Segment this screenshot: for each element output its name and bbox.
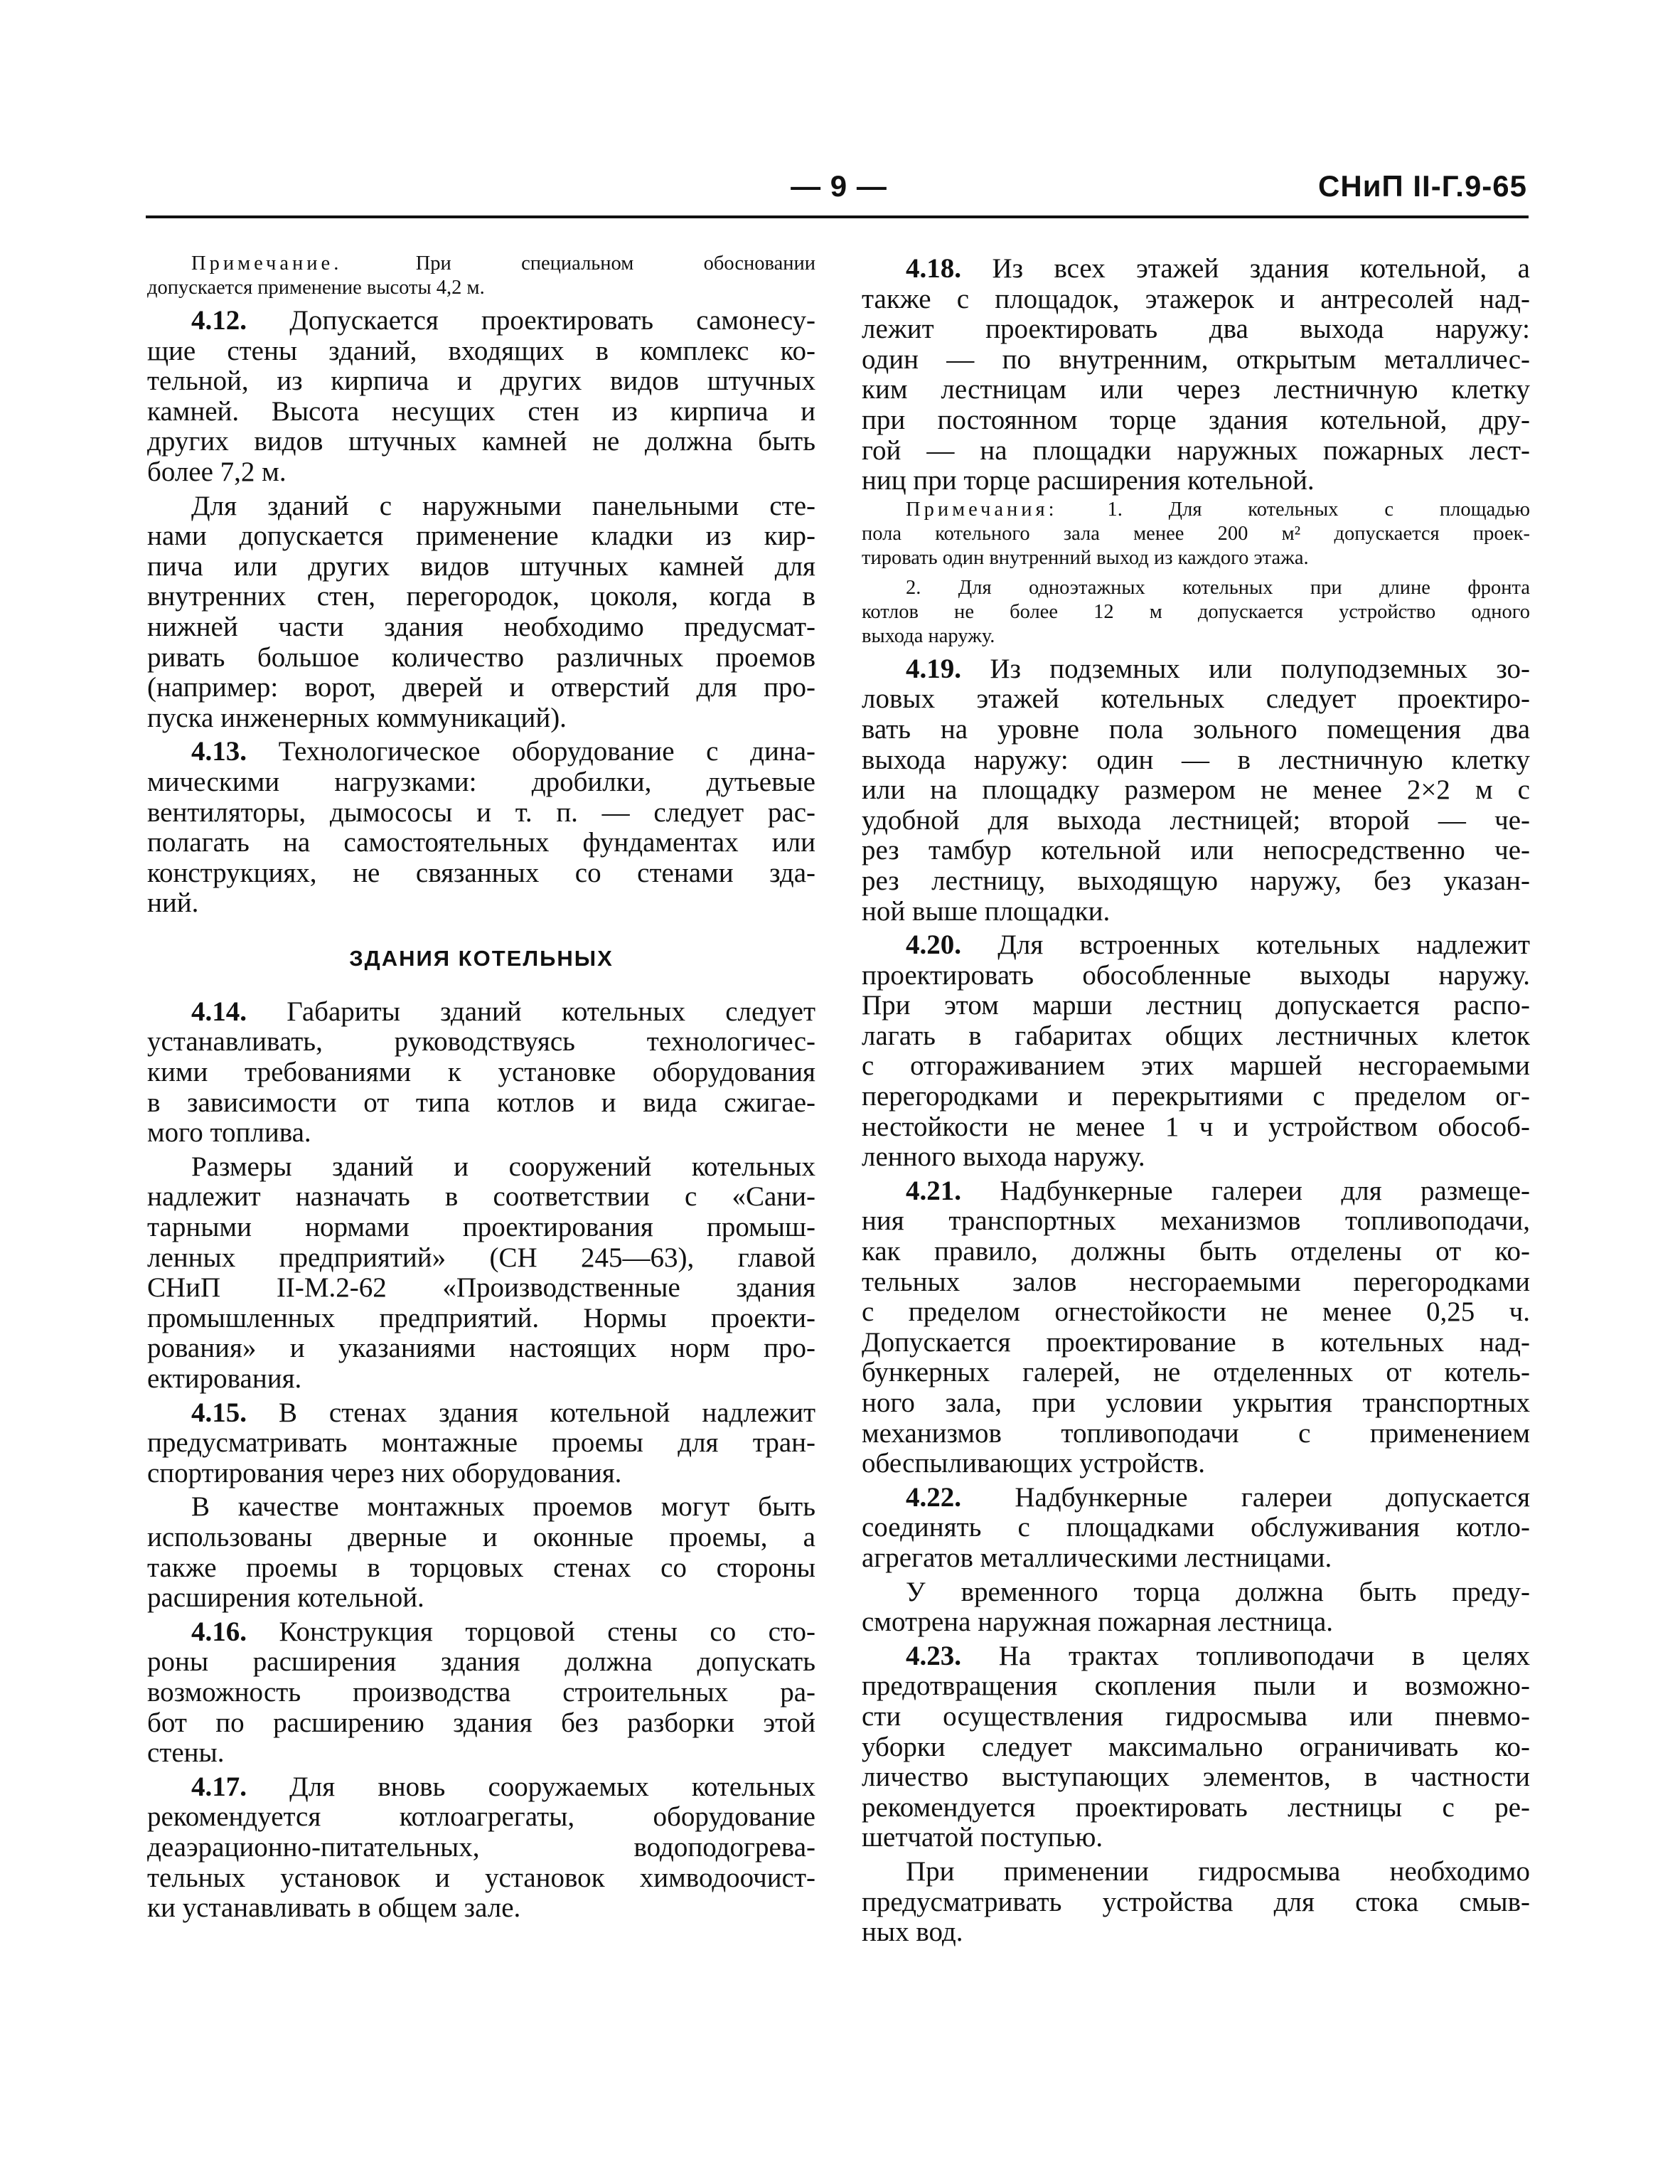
clause-number: 4.17. (191, 1771, 290, 1802)
paragraph (862, 1857, 1530, 1948)
text-line: (например: ворот, дверей и отверстий для про- (147, 672, 815, 703)
clause-number: 4.21. (906, 1175, 1000, 1206)
text-line: использованы дверные и оконные проемы, а (147, 1521, 815, 1552)
text-line: нижней части здания необходимо предусмат- (147, 611, 815, 642)
text-line: предотвращения скопления пыли и возможно- (862, 1671, 1530, 1702)
text-line: 4.18. Из всех этажей здания котельной, а (906, 253, 1530, 284)
text-line: расширения котельной. (147, 1582, 424, 1614)
header-rule (146, 215, 1529, 218)
text-line: уборки следует максимально ограничивать ко- (862, 1731, 1530, 1762)
text-line: Для зданий с наружными панельными сте- (191, 490, 815, 521)
text-line: котлов не более 12 м допускается устройство одного (862, 600, 1530, 623)
text-line: 4.15. В стенах здания котельной надлежит (191, 1397, 815, 1428)
text-line: конструкциях, не связанных со стенами зда- (147, 857, 815, 888)
text-line: механизмов топливоподачи с применением (862, 1417, 1530, 1449)
text-line: деаэрационно-питательных, водоподогрева- (147, 1831, 815, 1863)
text-line: рез лестницу, выходящую наружу, без указан- (862, 865, 1530, 896)
note-block (862, 576, 1530, 649)
page-number: — 9 — (791, 169, 887, 203)
text-line: мого топлива. (147, 1117, 311, 1149)
text-line: других видов штучных камней не должна быть (147, 426, 815, 457)
text-line: промышленных предприятий. Нормы проекти- (147, 1302, 815, 1333)
clause-number: 4.19. (906, 653, 990, 684)
text-line: 4.16. Конструкция торцовой стены со сто- (191, 1616, 815, 1647)
text-line: ний. (147, 888, 199, 919)
text-line: надлежит назначать в соответствии с «Сани- (147, 1181, 815, 1213)
text-line: с пределом огнестойкости не менее 0,25 ч. (862, 1296, 1530, 1328)
text-line: ленного выхода наружу. (862, 1141, 1145, 1173)
text-line: обеспыливающих устройств. (862, 1448, 1206, 1479)
right-column (862, 250, 1530, 1948)
text-line: бот по расширению здания без разборки этой (147, 1707, 815, 1738)
text-line: выхода наружу. (862, 624, 995, 647)
text-line: лежит проектировать два выхода наружу: (862, 314, 1530, 345)
clause-number: 4.14. (191, 996, 287, 1027)
clause-number: 4.22. (906, 1481, 1015, 1513)
text-line: предусматривать монтажные проемы для тран- (147, 1427, 815, 1459)
text-line: более 7,2 м. (147, 456, 287, 487)
note-label: Примечание. (191, 252, 416, 275)
text-line: 4.13. Технологическое оборудование с дина- (191, 736, 815, 767)
text-line: возможность производства строительных ра- (147, 1676, 815, 1708)
text-line: один — по внутренним, открытым металличес- (862, 343, 1530, 375)
text-line: рез тамбур котельной или непосредственно че- (862, 835, 1530, 866)
left-column (147, 250, 815, 1924)
text-line: 2. Для одноэтажных котельных при длине фронта (906, 576, 1530, 599)
text-line: в зависимости от типа котлов и вида сжигае- (147, 1087, 815, 1118)
text-line: при постоянном торце здания котельной, дру- (862, 404, 1530, 435)
paragraph (862, 1641, 1530, 1853)
text-line: ким лестницам или через лестничную клетку (862, 374, 1530, 405)
text-line: устанавливать, руководствуясь технологичес- (147, 1026, 815, 1058)
text-line: пола котельного зала менее 200 м² допускается проек- (862, 522, 1530, 545)
text-line: ниц при торце расширения котельной. (862, 465, 1315, 496)
note-label: Примечания: (906, 498, 1108, 521)
text-line: роны расширения здания должна допускать (147, 1646, 815, 1678)
text-line: также с площадок, этажерок и антресолей над- (862, 283, 1530, 314)
text-line: Примечания: 1. Для котельных с площадью (906, 498, 1531, 521)
text-line: ной выше площадки. (862, 895, 1111, 927)
text-line: также проемы в торцовых стенах со стороны (147, 1552, 815, 1583)
text-line: 4.20. Для встроенных котельных надлежит (906, 929, 1531, 961)
text-line: предусматривать устройства для стока смыв- (862, 1886, 1530, 1917)
paragraph (147, 1617, 815, 1769)
text-line: рекомендуется проектировать лестницы с ре- (862, 1791, 1530, 1823)
text-line: ки устанавливать в общем зале. (147, 1892, 521, 1924)
text-line: мическими нагрузками: дробилки, дутьевые (147, 766, 815, 797)
text-line: ектирования. (147, 1363, 302, 1394)
text-line: При этом марши лестниц допускается распо- (862, 990, 1530, 1021)
paragraph (147, 306, 815, 488)
text-line: ного зала, при условии укрытия транспортных (862, 1387, 1530, 1418)
text-line: 4.21. Надбункерные галереи для размеще- (906, 1175, 1531, 1206)
text-line: щие стены зданий, входящих в комплекс ко- (147, 335, 815, 366)
text-line: пича или других видов штучных камней для (147, 550, 815, 582)
paragraph (147, 997, 815, 1149)
text-line: тельных залов несгораемыми перегородками (862, 1266, 1530, 1297)
text-line: бункерных галерей, не отделенных от котель- (862, 1357, 1530, 1388)
document-code: СНиП II-Г.9-65 (1318, 169, 1527, 203)
text-line: тельной, из кирпича и других видов штучных (147, 366, 815, 397)
text-line: или на площадку размером не менее 2×2 м с (862, 774, 1530, 806)
text-line: ривать большое количество различных проемов (147, 641, 815, 673)
paragraph (862, 1176, 1530, 1479)
text-line: СНиП II-М.2-62 «Производственные здания (147, 1272, 815, 1304)
text-line: Размеры зданий и сооружений котельных (191, 1151, 815, 1182)
paragraph (862, 930, 1530, 1173)
text-line: ловых этажей котельных следует проектиро- (862, 683, 1530, 715)
text-line: шетчатой поступью. (862, 1822, 1103, 1853)
text-line: При применении гидросмыва необходимо (906, 1855, 1530, 1887)
text-line: полагать на самостоятельных фундаментах или (147, 827, 815, 858)
text-line: 4.19. Из подземных или полуподземных зо- (906, 653, 1530, 684)
text-line: тельных установок и установок химводоочист- (147, 1862, 815, 1893)
text-line: 4.23. На трактах топливоподачи в целях (906, 1640, 1530, 1671)
text-line: Допускается проектирование в котельных над- (862, 1326, 1530, 1358)
clause-number: 4.18. (906, 253, 993, 284)
text-line: 4.14. Габариты зданий котельных следует (191, 996, 815, 1027)
text-line: перегородками и перекрытиями с пределом ог- (862, 1081, 1530, 1112)
text-line: стены. (147, 1737, 225, 1769)
text-line: соединять с площадками обслуживания котло- (862, 1512, 1530, 1543)
text-line: выхода наружу: один — в лестничную клетку (862, 744, 1530, 775)
text-line: ленных предприятий» (СН 245—63), главой (147, 1242, 815, 1273)
text-line: Примечание. При специальном обосновании (191, 252, 815, 275)
note-block (147, 252, 815, 300)
paragraph (862, 1483, 1530, 1574)
text-line: тировать один внутренний выход из каждого этажа. (862, 546, 1309, 569)
text-line: личество выступающих элементов, в частности (862, 1762, 1530, 1793)
text-line: нами допускается применение кладки из кир- (147, 521, 815, 552)
text-line: камней. Высота несущих стен из кирпича и (147, 395, 815, 427)
text-line: вентиляторы, дымососы и т. п. — следует рас- (147, 797, 815, 828)
paragraph (147, 1152, 815, 1395)
clause-number: 4.23. (906, 1640, 999, 1671)
text-line: нестойкости не менее 1 ч и устройством обособ- (862, 1111, 1530, 1142)
text-line: проектировать обособленные выходы наружу. (862, 959, 1530, 991)
paragraph (862, 1577, 1530, 1638)
text-line: В качестве монтажных проемов могут быть (191, 1491, 815, 1523)
text-line: тарными нормами проектирования промыш- (147, 1212, 815, 1243)
text-line: кими требованиями к установке оборудования (147, 1057, 815, 1088)
text-line: как правило, должны быть отделены от ко- (862, 1236, 1530, 1267)
text-line: сти осуществления гидросмыва или пневмо- (862, 1700, 1530, 1732)
paragraph (147, 1492, 815, 1613)
text-line: допускается применение высоты 4,2 м. (147, 277, 485, 299)
paragraph (147, 737, 815, 919)
text-line: 4.22. Надбункерные галереи допускается (906, 1481, 1531, 1513)
text-line: 4.12. Допускается проектировать самонесу- (191, 305, 816, 336)
text-line: смотрена наружная пожарная лестница. (862, 1607, 1333, 1638)
clause-number: 4.16. (191, 1616, 279, 1647)
note-block (862, 498, 1530, 570)
paragraph (147, 1398, 815, 1489)
text-line: вать на уровне пола зольного помещения два (862, 713, 1530, 745)
section-heading: ЗДАНИЯ КОТЕЛЬНЫХ (349, 945, 614, 971)
clause-number: 4.13. (191, 736, 279, 767)
text-line: У временного торца должна быть преду- (906, 1576, 1530, 1607)
text-line: рекомендуется котлоагрегаты, оборудование (147, 1801, 815, 1833)
clause-number: 4.15. (191, 1397, 279, 1428)
text-line: ния транспортных механизмов топливоподачи, (862, 1205, 1530, 1237)
text-line: внутренних стен, перегородок, цоколя, когда в (147, 581, 815, 612)
text-line: 4.17. Для вновь сооружаемых котельных (191, 1771, 816, 1802)
paragraph (862, 654, 1530, 927)
text-line: рования» и указаниями настоящих норм про- (147, 1333, 815, 1364)
paragraph (862, 254, 1530, 496)
text-line: удобной для выхода лестницей; второй — че- (862, 804, 1530, 836)
clause-number: 4.20. (906, 929, 998, 961)
text-line: спортирования через них оборудования. (147, 1457, 622, 1488)
clause-number: 4.12. (191, 305, 290, 336)
text-line: лагать в габаритах общих лестничных клеток (862, 1020, 1530, 1051)
text-line: гой — на площадки наружных пожарных лест- (862, 435, 1530, 466)
paragraph (147, 491, 815, 734)
text-line: пуска инженерных коммуникаций). (147, 702, 567, 733)
text-line: с отгораживанием этих маршей несгораемыми (862, 1050, 1530, 1082)
text-line: ных вод. (862, 1917, 963, 1948)
paragraph (147, 1772, 815, 1924)
text-line: агрегатов металлическими лестницами. (862, 1542, 1332, 1573)
